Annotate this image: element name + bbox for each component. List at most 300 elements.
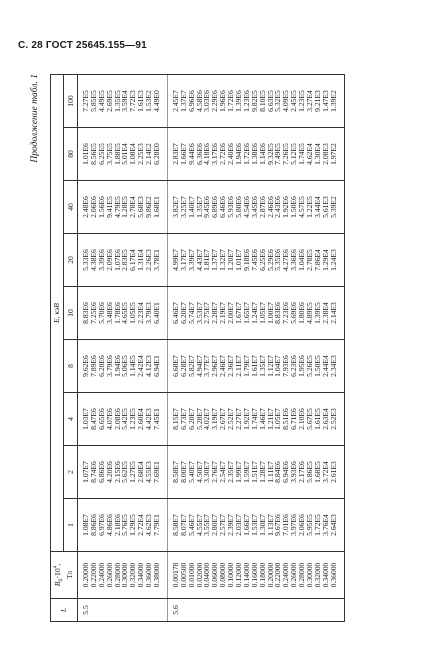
cell-value: 3.78E1 <box>152 249 162 271</box>
cell-value: 1.46E7 <box>257 408 267 430</box>
energy-col-1: 1 <box>64 499 78 552</box>
cell-energy-4 <box>167 393 344 446</box>
cell-value: 1.47E3 <box>320 90 330 112</box>
cell-value: 3.36E6 <box>289 249 299 271</box>
cell-energy-2 <box>167 446 344 499</box>
cell-value: 2.63E4 <box>320 408 330 430</box>
cell-value: 8.83E6 <box>81 302 90 324</box>
cell-value: 1.92E6 <box>281 196 291 218</box>
cell-value: 3.79E3 <box>144 302 154 324</box>
cell-value: 4.79E5 <box>112 196 122 218</box>
cell-value: 5.35E6 <box>273 249 283 271</box>
cell-value: 5.70E6 <box>96 302 106 324</box>
cell-value: 4.54E6 <box>241 196 251 218</box>
cell-value: 1.72E6 <box>241 143 251 165</box>
cell-value: 5.67E5 <box>305 408 315 430</box>
cell-value: 1.05E7 <box>273 408 283 430</box>
cell-value: 0.36000 <box>144 562 154 588</box>
cell-value: 2.42E4 <box>136 355 146 377</box>
cell-value: 6.65E6 <box>96 408 106 430</box>
cell-value: 4.07E6 <box>104 408 114 430</box>
cell-value: 3.77E7 <box>202 355 212 377</box>
cell-value: 2.19E7 <box>218 302 228 324</box>
cell-value: 1.67E7 <box>234 302 244 324</box>
cell-value: 1.94E6 <box>234 143 244 165</box>
cell-value: 1.65E7 <box>241 302 251 324</box>
cell-value: 2.45E5 <box>289 90 299 112</box>
cell-value: 1.23E5 <box>297 90 307 112</box>
cell-value: 3.30E7 <box>202 461 212 483</box>
cell-value: 1.74E5 <box>297 143 307 165</box>
cell-value: 0.26000 <box>289 562 299 588</box>
cell-value: 0.28000 <box>297 562 307 588</box>
energy-col-40: 40 <box>64 181 78 234</box>
cell-value: 1.56E6 <box>96 196 106 218</box>
cell-value: 6.25E5 <box>96 143 106 165</box>
cell-value: 6.86E6 <box>96 461 106 483</box>
cell-value: 0.36000 <box>328 562 338 588</box>
cell-value: 3.72E4 <box>320 461 330 483</box>
cell-value: 1.07E6 <box>112 249 122 271</box>
cell-value: 1.92E7 <box>241 408 251 430</box>
cell-value: 0.00178 <box>170 562 180 588</box>
cell-energy-10 <box>167 287 344 340</box>
cell-value: 1.03E7 <box>81 408 90 430</box>
cell-value: 5.68E3 <box>136 196 146 218</box>
cell-value: 2.52E7 <box>226 408 236 430</box>
cell-value: 2.14E3 <box>328 302 338 324</box>
cell-value: 5.46E7 <box>186 514 196 536</box>
cell-value: 4.49E5 <box>96 90 106 112</box>
cell-value: 6.46E7 <box>170 302 180 324</box>
cell-value: 2.68E4 <box>136 461 146 483</box>
cell-l: 5.6 <box>167 599 344 622</box>
cell-value: 3.19E7 <box>210 408 220 430</box>
cell-value: 1.04E7 <box>273 355 283 377</box>
cell-value: 7.49E5 <box>273 143 283 165</box>
cell-value: 4.49E0 <box>152 90 162 112</box>
cell-value: 0.22000 <box>88 562 98 588</box>
cell-value: 4.09E5 <box>281 90 291 112</box>
cell-value: 5.74E7 <box>186 302 196 324</box>
col-header-b-mult: ·10 <box>53 568 63 579</box>
cell-value: 6.36E6 <box>194 143 204 165</box>
cell-value: 2.78E5 <box>305 249 315 271</box>
cell-value: 2.28E7 <box>210 302 220 324</box>
cell-value: 7.27E5 <box>81 90 90 112</box>
cell-value: 1.78E6 <box>112 302 122 324</box>
cell-value: 0.10000 <box>226 562 236 588</box>
cell-value: 1.21E7 <box>265 408 275 430</box>
cell-energy-20 <box>167 234 344 287</box>
cell-value: 1.88E5 <box>112 143 122 165</box>
cell-value: 2.72E4 <box>136 514 146 536</box>
cell-value: 5.93E6 <box>226 196 236 218</box>
cell-value: 7.23E6 <box>281 302 291 324</box>
cell-energy-80 <box>167 128 344 181</box>
cell-value: 4.50E7 <box>194 461 204 483</box>
cell-value: 1.59E7 <box>241 461 251 483</box>
energy-columns-row <box>64 75 78 622</box>
cell-value: 4.20E6 <box>104 461 114 483</box>
cell-value: 2.83E7 <box>170 143 180 165</box>
cell-value: 3.17E7 <box>178 249 188 271</box>
cell-energy-100 <box>167 75 344 128</box>
cell-value: 6.63E5 <box>265 90 275 112</box>
cell-value: 4.65E5 <box>120 302 130 324</box>
cell-value: 2.54E7 <box>218 461 228 483</box>
cell-value: 2.15E6 <box>112 461 122 483</box>
col-header-b-sub: 0 <box>57 578 65 582</box>
cell-value: 3.82E7 <box>170 196 180 218</box>
col-header-b-exp: 4 <box>52 565 59 569</box>
cell-value: 0.18000 <box>257 562 267 588</box>
cell-value: 2.11E7 <box>234 355 244 377</box>
cell-energy-2 <box>78 446 168 499</box>
cell-value: 5.12E5 <box>289 143 299 165</box>
cell-value: 7.86E4 <box>312 249 322 271</box>
cell-value: 3.75E5 <box>104 143 114 165</box>
cell-value: 9.86E2 <box>144 196 154 218</box>
cell-value: 4.42E3 <box>144 408 154 430</box>
cell-value: 4.62E3 <box>144 514 154 536</box>
cell-energy-8 <box>167 340 344 393</box>
cell-value: 7.45E6 <box>249 249 259 271</box>
cell-value: 1.39E6 <box>234 90 244 112</box>
cell-value: 5.06E5 <box>120 355 130 377</box>
cell-value: 0.26000 <box>104 562 114 588</box>
cell-value: 1.96E6 <box>218 90 228 112</box>
cell-energy-1 <box>78 499 168 552</box>
cell-value: 7.79E1 <box>152 514 162 536</box>
cell-value: 1.13E7 <box>265 514 275 536</box>
cell-value: 2.46E6 <box>265 196 275 218</box>
cell-value: 2.75E7 <box>202 302 212 324</box>
cell-value: 4.38E6 <box>88 249 98 271</box>
cell-value: 0.32000 <box>128 562 138 588</box>
cell-value: 6.17E4 <box>128 249 138 271</box>
cell-energy-20 <box>78 234 168 287</box>
cell-value: 6.71E6 <box>289 408 299 430</box>
cell-value: 1.24E3 <box>328 249 338 271</box>
cell-value: 1.66E7 <box>241 514 251 536</box>
cell-value: 0.32000 <box>312 562 322 588</box>
cell-value: 0.20000 <box>265 562 275 588</box>
cell-value: 9.82E5 <box>249 90 259 112</box>
cell-value: 1.11E7 <box>265 461 275 483</box>
cell-value: 4.43E7 <box>194 249 204 271</box>
cell-value: 5.85E5 <box>88 90 98 112</box>
cell-value: 4.27E6 <box>281 249 291 271</box>
col-header-l: L <box>51 599 78 622</box>
cell-value: 4.57E5 <box>297 196 307 218</box>
cell-value: 2.25E3 <box>136 143 146 165</box>
cell-value: 1.81E7 <box>202 249 212 271</box>
cell-value: 8.10E5 <box>257 90 267 112</box>
cell-value: 2.64E3 <box>328 514 338 536</box>
cell-value: 2.61E3 <box>328 461 338 483</box>
cell-value: 1.61E7 <box>249 355 259 377</box>
cell-value: 2.27E7 <box>234 408 244 430</box>
energy-col-20: 20 <box>64 234 78 287</box>
energy-header: E, кэВ <box>51 75 64 552</box>
cell-value: 2.43E6 <box>273 196 283 218</box>
cell-value: 7.93E6 <box>281 355 291 377</box>
cell-value: 1.80E6 <box>297 302 307 324</box>
cell-value: 4.99E7 <box>170 249 180 271</box>
cell-value: 1.95E6 <box>297 355 307 377</box>
cell-energy-100 <box>78 75 168 128</box>
energy-col-80: 80 <box>64 128 78 181</box>
cell-value: 0.14000 <box>241 562 251 588</box>
cell-value: 2.06E6 <box>297 514 307 536</box>
cell-value: 3.03E6 <box>202 90 212 112</box>
cell-value: 2.96E7 <box>210 355 220 377</box>
cell-value: 1.35E5 <box>112 90 122 112</box>
cell-value: 8.84E6 <box>273 461 283 483</box>
cell-value: 4.12E3 <box>144 355 154 377</box>
cell-value: 2.26E3 <box>144 249 154 271</box>
cell-value: 1.05E7 <box>257 302 267 324</box>
cell-value: 6.20E6 <box>96 355 106 377</box>
cell-value: 5.01E4 <box>120 143 130 165</box>
cell-value: 7.45E1 <box>152 408 162 430</box>
cell-value: 1.51E7 <box>249 461 259 483</box>
cell-value: 1.79E7 <box>241 355 251 377</box>
cell-value: 5.82E7 <box>186 355 196 377</box>
cell-value: 5.32E5 <box>273 90 283 112</box>
cell-value: 1.00E7 <box>265 302 275 324</box>
cell-value: 9.45E6 <box>202 196 212 218</box>
cell-value: 9.44E6 <box>186 143 196 165</box>
cell-value: 1.07E7 <box>81 461 90 483</box>
cell-value: 7.89E6 <box>88 355 98 377</box>
cell-value: 9.32E5 <box>265 143 275 165</box>
cell-value: 2.29E6 <box>210 90 220 112</box>
energy-col-2: 2 <box>64 446 78 499</box>
col-header-b-unit: Тл <box>64 570 74 580</box>
cell-value: 6.23E6 <box>289 355 299 377</box>
cell-value: 8.74E6 <box>88 461 98 483</box>
cell-value: 6.46E6 <box>218 196 228 218</box>
cell-value: 8.83E6 <box>273 302 283 324</box>
cell-value: 7.01E6 <box>281 514 291 536</box>
cell-value: 3.45E6 <box>249 196 259 218</box>
cell-value: 1.68E1 <box>152 196 162 218</box>
cell-value: 6.20E7 <box>186 408 196 430</box>
cell-value: 1.27E5 <box>128 461 138 483</box>
cell-value: 9.67E6 <box>273 514 283 536</box>
cell-value: 0.24000 <box>96 562 106 588</box>
cell-value: 0.30000 <box>120 562 130 588</box>
energy-col-8: 8 <box>64 340 78 393</box>
cell-value: 2.06E6 <box>88 196 98 218</box>
cell-value: 6.73E7 <box>178 408 188 430</box>
cell-value: 1.24E7 <box>249 302 259 324</box>
cell-value: 2.72E6 <box>218 143 228 165</box>
cell-value: 0.24000 <box>281 562 291 588</box>
cell-value: 2.83E5 <box>120 249 130 271</box>
cell-value: 5.39E2 <box>328 196 338 218</box>
cell-value: 3.39E7 <box>186 249 196 271</box>
cell-value: 3.17E6 <box>210 143 220 165</box>
cell-value: 2.46E7 <box>218 355 228 377</box>
cell-value: 1.39E2 <box>328 90 338 112</box>
cell-value: 2.48E6 <box>81 196 90 218</box>
cell-value: 2.09E6 <box>104 249 114 271</box>
cell-energy-40 <box>78 181 168 234</box>
cell-value: 2.38E4 <box>320 302 330 324</box>
cell-value: 1.22E5 <box>305 196 315 218</box>
cell-value: 9.18E6 <box>241 249 251 271</box>
cell-value: 8.56E5 <box>88 143 98 165</box>
cell-value: 1.66E7 <box>178 143 188 165</box>
cell-value: 5.86E5 <box>305 461 315 483</box>
cell-value: 2.44E4 <box>320 355 330 377</box>
cell-value: 5.95E5 <box>305 514 315 536</box>
cell-value: 2.76E7 <box>210 461 220 483</box>
cell-b-values <box>167 552 344 599</box>
cell-value: 6.25E6 <box>257 249 267 271</box>
cell-value: 2.80E7 <box>210 514 220 536</box>
cell-value: 6.20E7 <box>178 302 188 324</box>
cell-value: 1.53E2 <box>144 90 154 112</box>
cell-value: 2.23E4 <box>136 302 146 324</box>
cell-value: 1.68E5 <box>312 461 322 483</box>
cell-value: 6.97E6 <box>96 514 106 536</box>
continuation-label: Продолжение табл. 1 <box>30 74 40 163</box>
cell-value: 5.28E7 <box>194 408 204 430</box>
cell-value: 6.94E1 <box>152 355 162 377</box>
cell-value: 4.94E7 <box>194 355 204 377</box>
cell-value: 3.44E4 <box>312 196 322 218</box>
cell-value: 1.01E6 <box>81 143 90 165</box>
cell-value: 2.03E7 <box>234 514 244 536</box>
cell-value: 1.61E5 <box>312 408 322 430</box>
cell-value: 0.04000 <box>202 562 212 588</box>
cell-value: 0.34000 <box>136 562 146 588</box>
cell-value: 2.40E6 <box>226 143 236 165</box>
cell-value: 0.00500 <box>178 562 188 588</box>
cell-value: 5.42E5 <box>120 408 130 430</box>
cell-value: 9.21E3 <box>312 90 322 112</box>
cell-value: 6.28E7 <box>178 355 188 377</box>
cell-value: 4.86E6 <box>104 514 114 536</box>
cell-b-values <box>78 552 168 599</box>
cell-value: 9.41E5 <box>104 196 114 218</box>
cell-value: 4.55E3 <box>144 461 154 483</box>
cell-value: 2.87E6 <box>257 196 267 218</box>
cell-l: 5.5 <box>78 599 168 622</box>
cell-value: 1.04E6 <box>297 249 307 271</box>
cell-value: 2.69E5 <box>104 90 114 112</box>
cell-value: 7.25E6 <box>88 302 98 324</box>
cell-value: 3.53E7 <box>194 302 204 324</box>
cell-value: 5.69E6 <box>289 302 299 324</box>
cell-value: 1.99E7 <box>234 461 244 483</box>
energy-col-100: 100 <box>64 75 78 128</box>
cell-value: 1.50E5 <box>312 355 322 377</box>
cell-value: 3.93E6 <box>289 461 299 483</box>
cell-value: 2.60E4 <box>136 408 146 430</box>
cell-value: 2.57E7 <box>218 514 228 536</box>
cell-value: 2.35E7 <box>226 461 236 483</box>
cell-value: 2.08E3 <box>320 143 330 165</box>
cell-value: 2.08E6 <box>112 408 122 430</box>
cell-value: 6.96E6 <box>186 90 196 112</box>
cell-value: 0.06000 <box>210 562 220 588</box>
cell-energy-1 <box>167 499 344 552</box>
cell-value: 1.32E7 <box>218 249 228 271</box>
table-row-group-l-5.6 <box>167 75 344 622</box>
cell-value: 1.40E7 <box>186 196 196 218</box>
cell-value: 7.69E1 <box>152 461 162 483</box>
cell-value: 1.97E2 <box>328 143 338 165</box>
cell-value: 3.76E4 <box>320 514 330 536</box>
cell-value: 2.34E3 <box>328 355 338 377</box>
cell-energy-4 <box>78 393 168 446</box>
cell-value: 1.50E6 <box>289 196 299 218</box>
cell-value: 2.45E7 <box>170 90 180 112</box>
cell-value: 1.72E5 <box>312 514 322 536</box>
cell-value: 1.23E5 <box>128 408 138 430</box>
cell-energy-80 <box>78 128 168 181</box>
cell-value: 1.35E7 <box>194 196 204 218</box>
cell-value: 5.26E5 <box>305 355 315 377</box>
cell-value: 0.20000 <box>81 562 90 588</box>
cell-value: 5.80E6 <box>234 196 244 218</box>
cell-value: 4.55E7 <box>194 514 204 536</box>
cell-value: 7.26E5 <box>281 143 291 165</box>
rotated-table-container <box>30 74 376 622</box>
cell-value: 6.89E6 <box>210 196 220 218</box>
cell-value: 8.86E6 <box>88 514 98 536</box>
cell-value: 0.08000 <box>218 562 228 588</box>
cell-value: 2.18E6 <box>112 514 122 536</box>
cell-value: 1.14E5 <box>128 355 138 377</box>
cell-value: 1.08E4 <box>128 143 138 165</box>
cell-value: 3.59E4 <box>120 90 130 112</box>
cell-value: 2.67E7 <box>218 408 228 430</box>
cell-value: 0.28000 <box>112 562 122 588</box>
cell-value: 1.05E5 <box>128 302 138 324</box>
cell-value: 2.00E7 <box>226 302 236 324</box>
cell-value: 1.37E7 <box>210 249 220 271</box>
cell-value: 2.52E3 <box>328 408 338 430</box>
cell-value: 5.33E6 <box>81 249 90 271</box>
energy-col-4: 4 <box>64 393 78 446</box>
cell-energy-10 <box>78 287 168 340</box>
cell-value: 8.07E7 <box>178 514 188 536</box>
cell-value: 6.40E1 <box>152 302 162 324</box>
cell-value: 2.78E4 <box>128 196 138 218</box>
cell-energy-40 <box>167 181 344 234</box>
cell-value: 3.55E7 <box>202 514 212 536</box>
cell-value: 1.37E7 <box>178 90 188 112</box>
cell-value: 4.58E6 <box>194 90 204 112</box>
cell-value: 1.39E5 <box>312 302 322 324</box>
cell-value: 1.35E7 <box>257 355 267 377</box>
cell-value: 1.12E7 <box>265 355 275 377</box>
cell-value: 1.94E6 <box>112 355 122 377</box>
cell-value: 1.14E6 <box>257 143 267 165</box>
cell-value: 3.25E7 <box>178 196 188 218</box>
col-header-b-symbol: B <box>53 581 63 587</box>
cell-value: 2.17E6 <box>297 461 307 483</box>
cell-value: 0.38000 <box>152 562 162 588</box>
cell-value: 4.62E4 <box>305 143 315 165</box>
cell-value: 0.12000 <box>234 562 244 588</box>
